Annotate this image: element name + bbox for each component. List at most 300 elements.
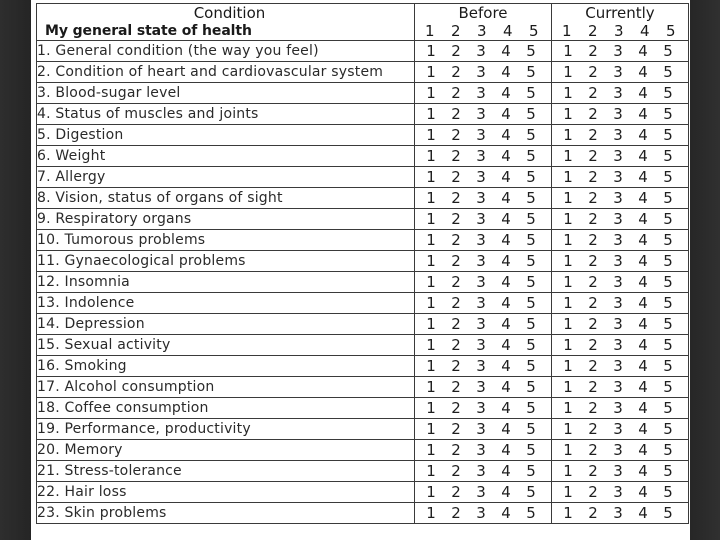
rating-option[interactable]: 3 — [476, 294, 486, 312]
before-rating-scale — [415, 42, 551, 60]
rating-option[interactable]: 3 — [613, 315, 623, 333]
rating-option[interactable]: 5 — [663, 126, 673, 144]
condition-label: 12. Insomnia — [37, 272, 415, 293]
rating-option[interactable]: 5 — [526, 273, 536, 291]
rating-option[interactable]: 1 — [563, 42, 573, 60]
rating-option[interactable]: 3 — [613, 84, 623, 102]
rating-option[interactable]: 4 — [501, 357, 511, 375]
rating-option[interactable]: 2 — [451, 357, 461, 375]
rating-option[interactable]: 3 — [613, 441, 623, 459]
rating-option[interactable]: 3 — [476, 252, 486, 270]
rating-option[interactable]: 1 — [563, 273, 573, 291]
rating-option[interactable]: 4 — [638, 378, 648, 396]
before-rating-cell — [415, 125, 552, 146]
rating-option[interactable]: 3 — [613, 63, 623, 81]
rating-option[interactable]: 2 — [588, 252, 598, 270]
rating-option[interactable]: 1 — [426, 231, 436, 249]
rating-option[interactable]: 2 — [451, 315, 461, 333]
rating-option[interactable]: 1 — [426, 336, 436, 354]
rating-option[interactable]: 1 — [563, 63, 573, 81]
rating-option[interactable]: 3 — [613, 483, 623, 501]
condition-label: 14. Depression — [37, 314, 415, 335]
rating-option[interactable]: 1 — [426, 294, 436, 312]
before-rating-scale — [415, 210, 551, 228]
rating-option[interactable]: 2 — [451, 189, 461, 207]
rating-option[interactable]: 3 — [476, 315, 486, 333]
scale-label: 1 — [425, 22, 436, 40]
rating-option[interactable]: 5 — [663, 273, 673, 291]
rating-option[interactable]: 3 — [613, 294, 623, 312]
condition-column-title: Condition — [193, 4, 266, 22]
rating-option[interactable]: 3 — [476, 168, 486, 186]
before-rating-cell — [415, 377, 552, 398]
rating-option[interactable]: 4 — [501, 504, 511, 522]
rating-option[interactable]: 5 — [526, 483, 536, 501]
rating-option[interactable]: 5 — [526, 357, 536, 375]
rating-option[interactable]: 2 — [451, 126, 461, 144]
rating-option[interactable]: 1 — [563, 483, 573, 501]
condition-label: 4. Status of muscles and joints — [37, 104, 415, 125]
rating-option[interactable]: 1 — [426, 189, 436, 207]
rating-option[interactable]: 4 — [501, 105, 511, 123]
rating-option[interactable]: 4 — [638, 420, 648, 438]
rating-option[interactable]: 1 — [426, 126, 436, 144]
rating-option[interactable]: 5 — [663, 504, 673, 522]
before-rating-cell — [415, 251, 552, 272]
rating-option[interactable]: 4 — [501, 42, 511, 60]
rating-option[interactable]: 4 — [638, 147, 648, 165]
table-row — [37, 293, 689, 314]
rating-option[interactable]: 4 — [501, 147, 511, 165]
rating-option[interactable]: 4 — [638, 84, 648, 102]
currently-rating-scale — [552, 273, 688, 291]
currently-rating-cell — [552, 335, 689, 356]
before-rating-cell — [415, 167, 552, 188]
table-row — [37, 104, 689, 125]
rating-option[interactable]: 2 — [451, 294, 461, 312]
before-rating-scale — [415, 189, 551, 207]
rating-option[interactable]: 1 — [426, 462, 436, 480]
rating-option[interactable]: 5 — [663, 105, 673, 123]
rating-option[interactable]: 4 — [638, 462, 648, 480]
rating-option[interactable]: 1 — [426, 210, 436, 228]
rating-option[interactable]: 1 — [426, 441, 436, 459]
rating-option[interactable]: 2 — [451, 336, 461, 354]
rating-option[interactable]: 1 — [426, 420, 436, 438]
rating-option[interactable]: 3 — [476, 63, 486, 81]
rating-option[interactable]: 1 — [563, 504, 573, 522]
before-rating-scale — [415, 84, 551, 102]
currently-rating-cell — [552, 314, 689, 335]
rating-option[interactable]: 2 — [451, 420, 461, 438]
rating-option[interactable]: 4 — [501, 315, 511, 333]
rating-option[interactable]: 3 — [613, 252, 623, 270]
rating-option[interactable]: 5 — [663, 483, 673, 501]
rating-option[interactable]: 3 — [613, 273, 623, 291]
rating-option[interactable]: 3 — [613, 336, 623, 354]
rating-option[interactable]: 4 — [638, 357, 648, 375]
rating-option[interactable]: 5 — [663, 294, 673, 312]
rating-option[interactable]: 4 — [501, 294, 511, 312]
rating-option[interactable]: 3 — [476, 84, 486, 102]
condition-label: 10. Tumorous problems — [37, 230, 415, 251]
table-row — [37, 419, 689, 440]
rating-option[interactable]: 3 — [613, 42, 623, 60]
rating-option[interactable]: 5 — [526, 168, 536, 186]
rating-option[interactable]: 4 — [638, 231, 648, 249]
rating-option[interactable]: 1 — [563, 252, 573, 270]
rating-option[interactable]: 4 — [638, 315, 648, 333]
rating-option[interactable]: 1 — [426, 105, 436, 123]
rating-option[interactable]: 2 — [588, 420, 598, 438]
rating-option[interactable]: 1 — [563, 336, 573, 354]
rating-option[interactable]: 1 — [563, 147, 573, 165]
currently-rating-scale — [552, 42, 688, 60]
rating-option[interactable]: 5 — [526, 294, 536, 312]
rating-option[interactable]: 3 — [476, 462, 486, 480]
rating-option[interactable]: 2 — [588, 315, 598, 333]
rating-option[interactable]: 4 — [501, 84, 511, 102]
rating-option[interactable]: 3 — [613, 210, 623, 228]
rating-option[interactable]: 4 — [501, 462, 511, 480]
rating-option[interactable]: 3 — [476, 420, 486, 438]
rating-option[interactable]: 2 — [451, 378, 461, 396]
rating-option[interactable]: 1 — [426, 273, 436, 291]
rating-option[interactable]: 2 — [588, 273, 598, 291]
rating-option[interactable]: 4 — [501, 273, 511, 291]
rating-option[interactable]: 5 — [526, 189, 536, 207]
rating-option[interactable]: 1 — [426, 63, 436, 81]
scale-label: 3 — [613, 22, 625, 40]
rating-option[interactable]: 4 — [638, 42, 648, 60]
rating-option[interactable]: 5 — [663, 210, 673, 228]
rating-option[interactable]: 5 — [663, 462, 673, 480]
rating-option[interactable]: 5 — [663, 189, 673, 207]
rating-option[interactable]: 5 — [663, 378, 673, 396]
condition-label: 5. Digestion — [37, 125, 415, 146]
table-row — [37, 83, 689, 104]
rating-option[interactable]: 3 — [476, 189, 486, 207]
rating-option[interactable]: 1 — [563, 399, 573, 417]
rating-option[interactable]: 1 — [563, 126, 573, 144]
before-rating-scale — [415, 378, 551, 396]
rating-option[interactable]: 5 — [526, 42, 536, 60]
before-rating-scale — [415, 105, 551, 123]
currently-rating-cell — [552, 398, 689, 419]
rating-option[interactable]: 2 — [451, 42, 461, 60]
rating-option[interactable]: 2 — [588, 63, 598, 81]
rating-option[interactable]: 2 — [451, 84, 461, 102]
rating-option[interactable]: 4 — [638, 189, 648, 207]
rating-option[interactable]: 1 — [426, 147, 436, 165]
rating-option[interactable]: 4 — [638, 336, 648, 354]
rating-option[interactable]: 5 — [663, 441, 673, 459]
rating-option[interactable]: 5 — [663, 399, 673, 417]
scale-label: 1 — [562, 22, 573, 40]
rating-option[interactable]: 5 — [526, 147, 536, 165]
rating-option[interactable]: 1 — [426, 483, 436, 501]
rating-option[interactable]: 5 — [526, 252, 536, 270]
rating-option[interactable]: 5 — [526, 210, 536, 228]
rating-option[interactable]: 2 — [588, 504, 598, 522]
rating-option[interactable]: 4 — [501, 483, 511, 501]
table-row — [37, 335, 689, 356]
rating-option[interactable]: 1 — [563, 189, 573, 207]
rating-option[interactable]: 1 — [563, 210, 573, 228]
rating-option[interactable]: 3 — [613, 378, 623, 396]
rating-option[interactable]: 5 — [663, 63, 673, 81]
rating-option[interactable]: 5 — [526, 336, 536, 354]
currently-rating-scale — [552, 126, 688, 144]
rating-option[interactable]: 4 — [638, 294, 648, 312]
rating-option[interactable]: 3 — [613, 420, 623, 438]
rating-option[interactable]: 5 — [526, 105, 536, 123]
before-rating-cell — [415, 482, 552, 503]
rating-option[interactable]: 2 — [588, 168, 598, 186]
rating-option[interactable]: 5 — [663, 42, 673, 60]
rating-option[interactable]: 5 — [663, 252, 673, 270]
before-rating-scale — [415, 336, 551, 354]
rating-option[interactable]: 2 — [588, 441, 598, 459]
condition-label: 9. Respiratory organs — [37, 209, 415, 230]
rating-option[interactable]: 2 — [588, 105, 598, 123]
currently-rating-scale — [552, 147, 688, 165]
rating-option[interactable]: 1 — [563, 420, 573, 438]
rating-option[interactable]: 1 — [563, 105, 573, 123]
currently-rating-scale — [552, 378, 688, 396]
rating-option[interactable]: 2 — [451, 63, 461, 81]
rating-option[interactable]: 2 — [588, 126, 598, 144]
rating-option[interactable]: 5 — [526, 378, 536, 396]
rating-option[interactable]: 1 — [426, 168, 436, 186]
rating-option[interactable]: 2 — [451, 462, 461, 480]
before-rating-scale — [415, 483, 551, 501]
rating-option[interactable]: 5 — [663, 336, 673, 354]
rating-option[interactable]: 2 — [588, 336, 598, 354]
currently-rating-scale — [552, 84, 688, 102]
rating-option[interactable]: 3 — [476, 105, 486, 123]
rating-option[interactable]: 1 — [563, 357, 573, 375]
rating-option[interactable]: 3 — [613, 147, 623, 165]
rating-option[interactable]: 3 — [613, 105, 623, 123]
rating-option[interactable]: 2 — [588, 399, 598, 417]
before-scale-header — [415, 22, 551, 40]
condition-label: 15. Sexual activity — [37, 335, 415, 356]
rating-option[interactable]: 1 — [426, 378, 436, 396]
rating-option[interactable]: 3 — [476, 147, 486, 165]
rating-option[interactable]: 2 — [588, 378, 598, 396]
rating-option[interactable]: 4 — [501, 420, 511, 438]
table-row — [37, 398, 689, 419]
rating-option[interactable]: 3 — [613, 231, 623, 249]
rating-option[interactable]: 3 — [476, 504, 486, 522]
rating-option[interactable]: 2 — [588, 294, 598, 312]
rating-option[interactable]: 2 — [451, 210, 461, 228]
rating-option[interactable]: 2 — [451, 105, 461, 123]
before-header-cell — [415, 4, 552, 41]
rating-option[interactable]: 1 — [426, 252, 436, 270]
rating-option[interactable]: 2 — [451, 441, 461, 459]
table-row — [37, 62, 689, 83]
rating-option[interactable]: 1 — [563, 378, 573, 396]
rating-option[interactable]: 2 — [451, 231, 461, 249]
rating-option[interactable]: 3 — [476, 210, 486, 228]
currently-rating-cell — [552, 440, 689, 461]
rating-option[interactable]: 4 — [501, 189, 511, 207]
rating-option[interactable]: 1 — [426, 504, 436, 522]
rating-option[interactable]: 4 — [638, 399, 648, 417]
rating-option[interactable]: 3 — [613, 357, 623, 375]
rating-option[interactable]: 4 — [638, 483, 648, 501]
rating-option[interactable]: 4 — [638, 252, 648, 270]
rating-option[interactable]: 2 — [588, 231, 598, 249]
rating-option[interactable]: 4 — [638, 126, 648, 144]
rating-option[interactable]: 1 — [563, 294, 573, 312]
rating-option[interactable]: 5 — [663, 420, 673, 438]
scale-label: 2 — [450, 22, 462, 40]
rating-option[interactable]: 5 — [526, 420, 536, 438]
rating-option[interactable]: 1 — [426, 315, 436, 333]
currently-rating-cell — [552, 272, 689, 293]
currently-rating-scale — [552, 63, 688, 81]
rating-option[interactable]: 2 — [588, 210, 598, 228]
rating-option[interactable]: 5 — [526, 126, 536, 144]
rating-option[interactable]: 2 — [588, 462, 598, 480]
currently-rating-scale — [552, 441, 688, 459]
currently-rating-cell — [552, 377, 689, 398]
rating-option[interactable]: 4 — [501, 399, 511, 417]
rating-option[interactable]: 2 — [588, 189, 598, 207]
rating-option[interactable]: 5 — [526, 84, 536, 102]
rating-option[interactable]: 2 — [451, 399, 461, 417]
rating-option[interactable]: 4 — [501, 210, 511, 228]
rating-option[interactable]: 3 — [476, 336, 486, 354]
rating-option[interactable]: 5 — [663, 168, 673, 186]
rating-option[interactable]: 5 — [663, 315, 673, 333]
rating-option[interactable]: 1 — [426, 42, 436, 60]
condition-label: 2. Condition of heart and cardiovascular system — [37, 62, 415, 83]
rating-option[interactable]: 4 — [638, 168, 648, 186]
rating-option[interactable]: 1 — [563, 441, 573, 459]
condition-label: 18. Coffee consumption — [37, 398, 415, 419]
condition-header-cell — [37, 4, 415, 41]
rating-option[interactable]: 3 — [476, 399, 486, 417]
condition-label: 3. Blood-sugar level — [37, 83, 415, 104]
rating-option[interactable]: 4 — [638, 441, 648, 459]
rating-option[interactable]: 5 — [526, 504, 536, 522]
rating-option[interactable]: 3 — [613, 462, 623, 480]
rating-option[interactable]: 4 — [501, 441, 511, 459]
rating-option[interactable]: 2 — [588, 357, 598, 375]
rating-option[interactable]: 3 — [476, 483, 486, 501]
rating-option[interactable]: 4 — [501, 168, 511, 186]
rating-option[interactable]: 4 — [501, 231, 511, 249]
rating-option[interactable]: 4 — [501, 126, 511, 144]
rating-option[interactable]: 3 — [613, 504, 623, 522]
rating-option[interactable]: 5 — [663, 231, 673, 249]
rating-option[interactable]: 5 — [526, 462, 536, 480]
before-rating-cell — [415, 314, 552, 335]
rating-option[interactable]: 2 — [451, 147, 461, 165]
rating-option[interactable]: 1 — [563, 84, 573, 102]
rating-option[interactable]: 2 — [588, 84, 598, 102]
rating-option[interactable]: 2 — [451, 273, 461, 291]
currently-rating-scale — [552, 315, 688, 333]
condition-label: 11. Gynaecological problems — [37, 251, 415, 272]
rating-option[interactable]: 1 — [563, 168, 573, 186]
rating-option[interactable]: 5 — [663, 147, 673, 165]
before-rating-cell — [415, 272, 552, 293]
currently-rating-scale — [552, 462, 688, 480]
rating-option[interactable]: 3 — [476, 273, 486, 291]
rating-option[interactable]: 1 — [563, 462, 573, 480]
rating-option[interactable]: 2 — [451, 504, 461, 522]
before-rating-scale — [415, 168, 551, 186]
rating-option[interactable]: 4 — [501, 63, 511, 81]
rating-option[interactable]: 1 — [426, 357, 436, 375]
before-rating-cell — [415, 398, 552, 419]
rating-option[interactable]: 2 — [588, 147, 598, 165]
currently-rating-scale — [552, 420, 688, 438]
rating-option[interactable]: 2 — [451, 252, 461, 270]
rating-option[interactable]: 5 — [663, 357, 673, 375]
rating-option[interactable]: 5 — [526, 399, 536, 417]
rating-option[interactable]: 1 — [426, 399, 436, 417]
table-row — [37, 314, 689, 335]
rating-option[interactable]: 4 — [638, 63, 648, 81]
rating-option[interactable]: 4 — [501, 378, 511, 396]
rating-option[interactable]: 3 — [613, 189, 623, 207]
rating-option[interactable]: 1 — [426, 84, 436, 102]
rating-option[interactable]: 5 — [526, 231, 536, 249]
rating-option[interactable]: 4 — [638, 210, 648, 228]
currently-rating-scale — [552, 294, 688, 312]
rating-option[interactable]: 4 — [501, 336, 511, 354]
rating-option[interactable]: 3 — [476, 126, 486, 144]
rating-option[interactable]: 3 — [476, 357, 486, 375]
before-rating-scale — [415, 252, 551, 270]
rating-option[interactable]: 5 — [526, 63, 536, 81]
rating-option[interactable]: 3 — [476, 231, 486, 249]
currently-rating-scale — [552, 504, 688, 522]
rating-option[interactable]: 5 — [663, 84, 673, 102]
rating-option[interactable]: 3 — [613, 399, 623, 417]
rating-option[interactable]: 3 — [476, 441, 486, 459]
condition-label: 7. Allergy — [37, 167, 415, 188]
rating-option[interactable]: 4 — [638, 504, 648, 522]
table-row — [37, 503, 689, 524]
rating-option[interactable]: 2 — [588, 42, 598, 60]
condition-label: 19. Performance, productivity — [37, 419, 415, 440]
table-row — [37, 125, 689, 146]
currently-rating-cell — [552, 293, 689, 314]
rating-option[interactable]: 4 — [501, 252, 511, 270]
rating-option[interactable]: 2 — [451, 483, 461, 501]
before-rating-cell — [415, 62, 552, 83]
rating-option[interactable]: 2 — [451, 168, 461, 186]
rating-option[interactable]: 1 — [563, 231, 573, 249]
rating-option[interactable]: 5 — [526, 315, 536, 333]
rating-option[interactable]: 3 — [613, 168, 623, 186]
rating-option[interactable]: 3 — [476, 378, 486, 396]
rating-option[interactable]: 4 — [638, 273, 648, 291]
rating-option[interactable]: 3 — [476, 42, 486, 60]
rating-option[interactable]: 1 — [563, 315, 573, 333]
rating-option[interactable]: 4 — [638, 105, 648, 123]
rating-option[interactable]: 2 — [588, 483, 598, 501]
rating-option[interactable]: 5 — [526, 441, 536, 459]
rating-option[interactable]: 3 — [613, 126, 623, 144]
